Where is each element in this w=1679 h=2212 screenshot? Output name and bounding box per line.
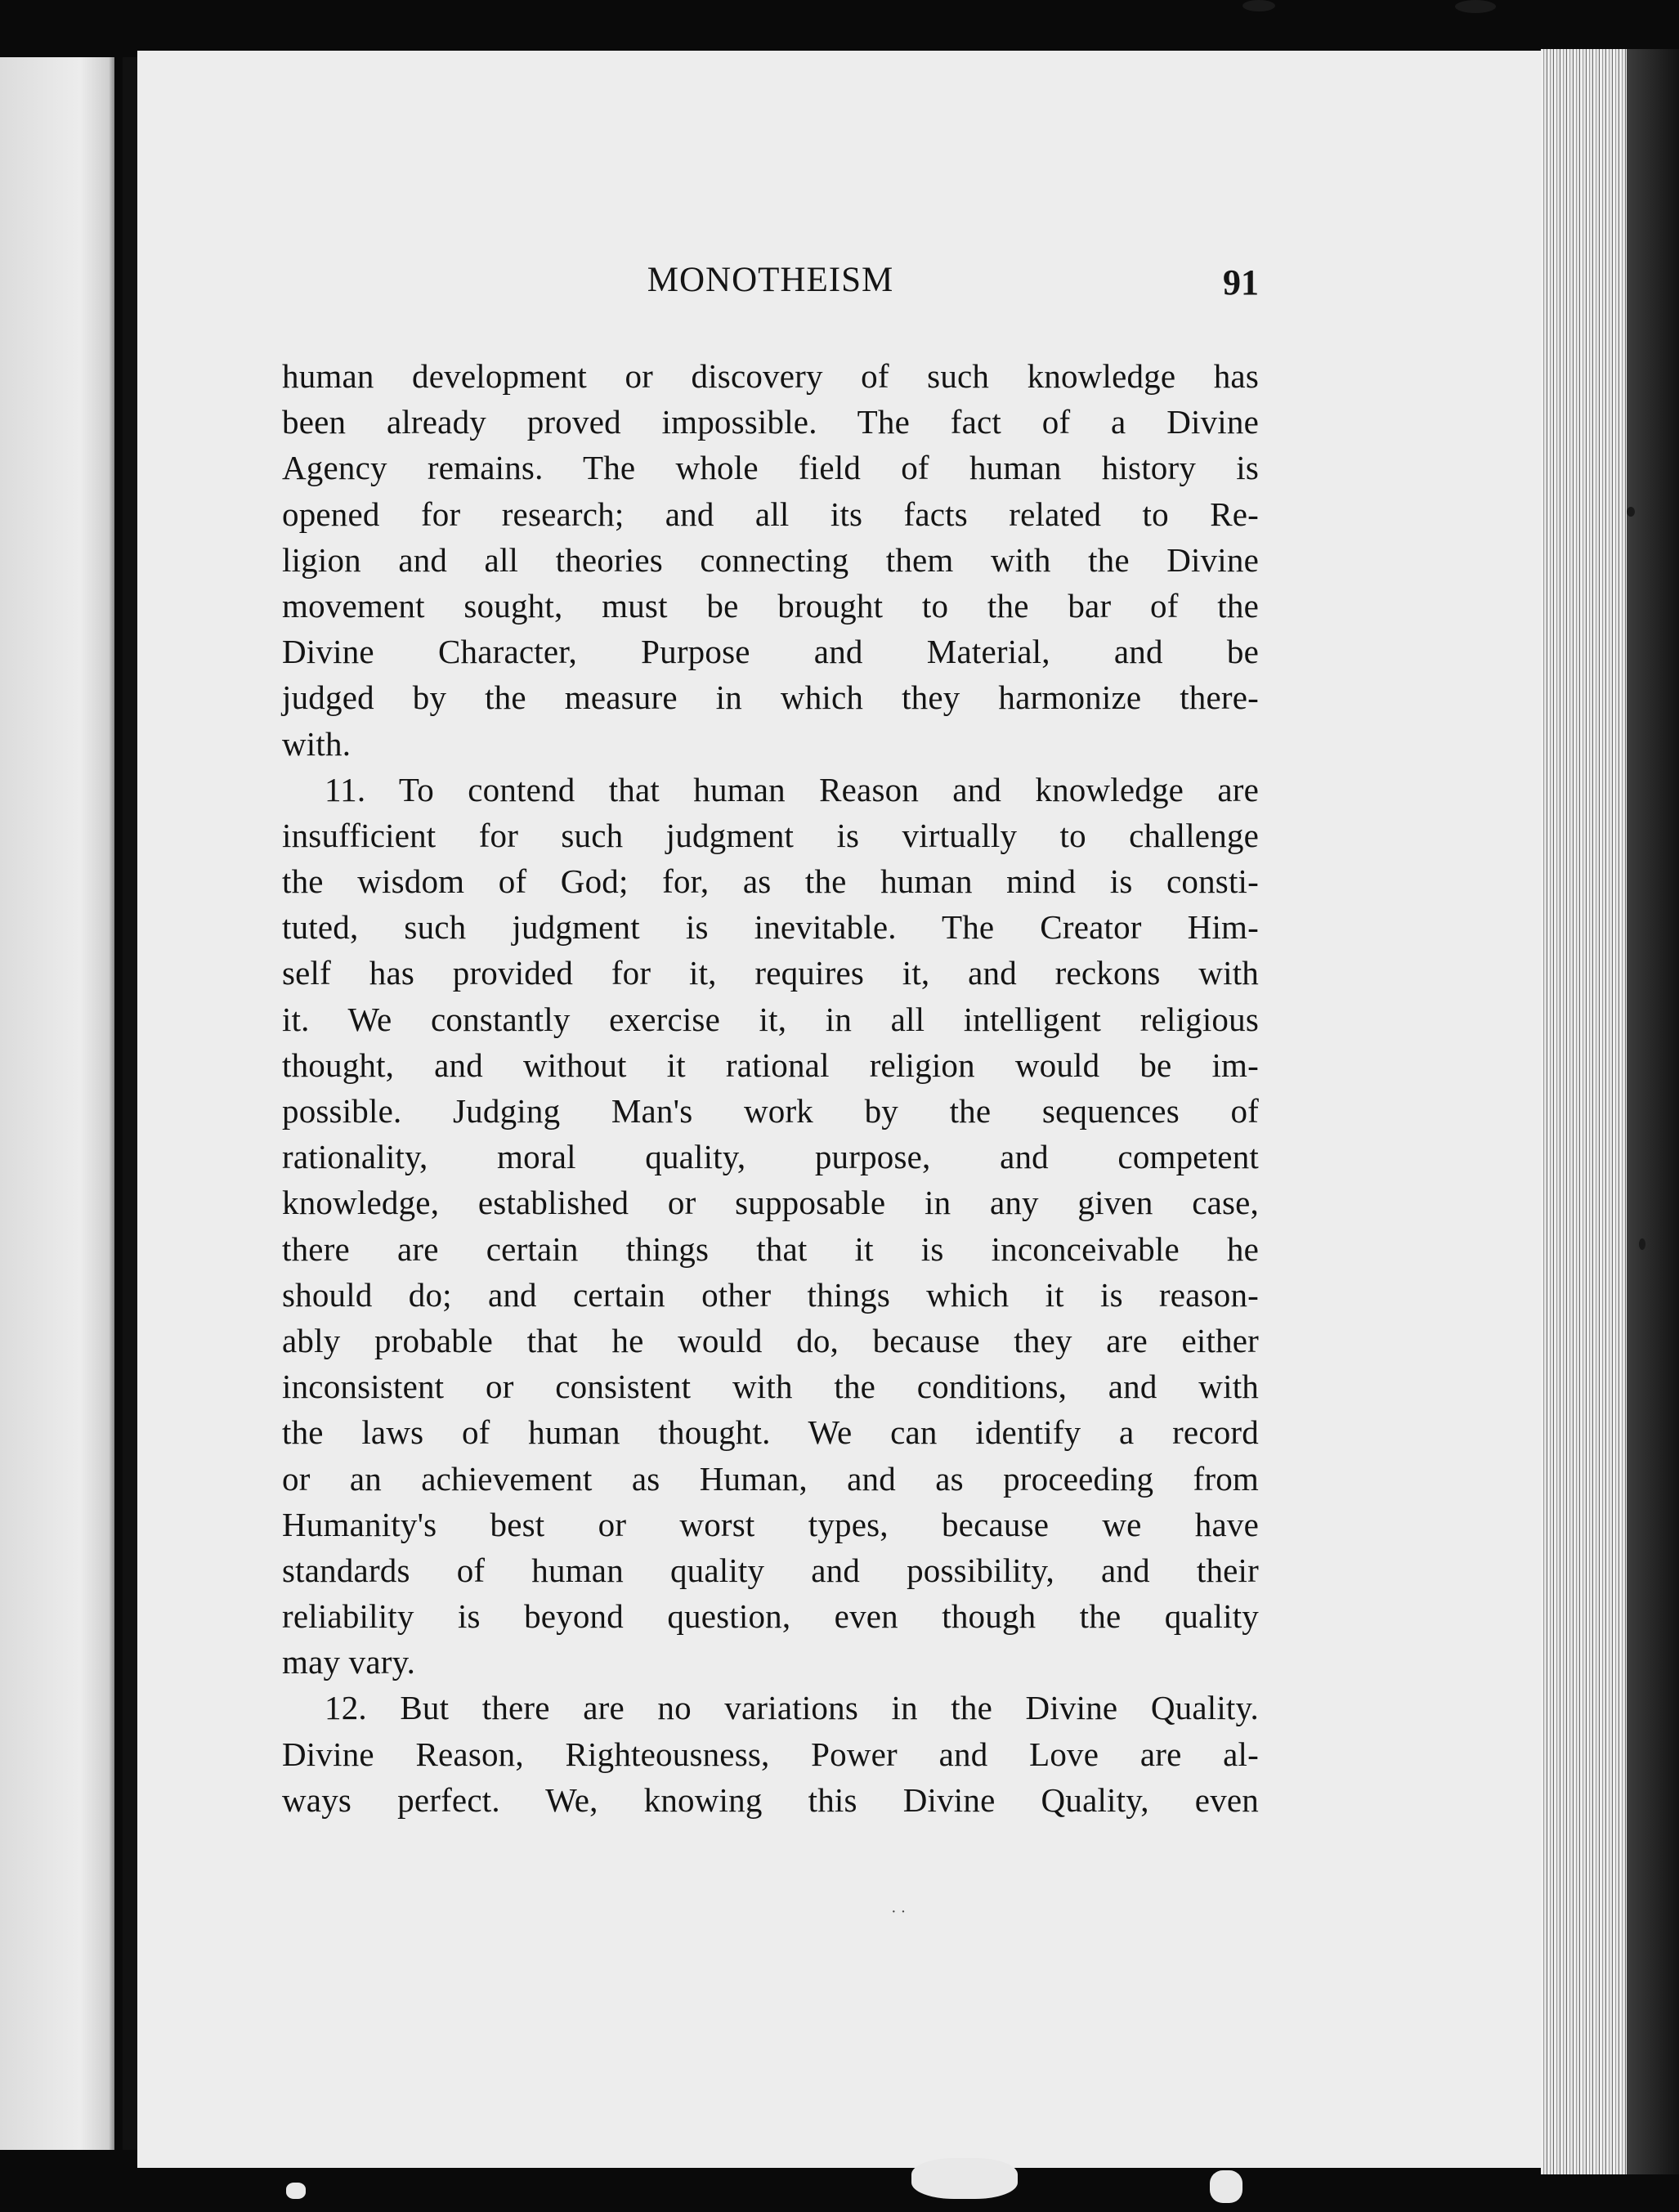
scan-artifact [286,2183,306,2199]
body-text [282,353,1259,1823]
text-line: Humanity's best or worst types, because we have [282,1505,1259,1543]
text-line: been already proved impossible. The fact of a Divine [282,403,1259,441]
page-bottom-marks: · · [891,1903,907,1921]
text-line: judged by the measure in which they harmonize there- [282,678,1259,717]
text-line: ligion and all theories connecting them with the Divine [282,540,1259,579]
text-line: may vary. [282,1643,416,1681]
running-header [282,260,1259,317]
text-line: rationality, moral quality, purpose, and competent [282,1138,1259,1176]
book-cover-edge [1627,49,1679,2174]
scan-artifact [1210,2170,1242,2203]
text-line: 11. To contend that human Reason and knowledge are [325,770,1259,808]
scan-artifact [911,2158,1018,2199]
page-number: 91 [1223,262,1259,302]
text-line: Divine Character, Purpose and Material, and be [282,633,1259,671]
text-line: the laws of human thought. We can identify a record [282,1413,1259,1452]
text-line: self has provided for it, requires it, and reckons with [282,954,1259,992]
text-line: it. We constantly exercise it, in all intelligent religious [282,1000,1259,1038]
text-line: tuted, such judgment is inevitable. The Creator Him- [282,908,1259,947]
text-line: insufficient for such judgment is virtually to challenge [282,816,1259,854]
facing-page-edge [0,57,114,2150]
text-line: movement sought, must be brought to the bar of the [282,586,1259,625]
text-line: opened for research; and all its facts related to Re- [282,495,1259,533]
paragraph-11 [282,767,1259,1686]
page-title: MONOTHEISM [647,261,894,299]
text-line: should do; and certain other things which it is reason- [282,1275,1259,1314]
text-line: thought, and without it rational religion would be im- [282,1046,1259,1084]
scan-speck [1455,0,1496,13]
text-line: ably probable that he would do, because they are either [282,1321,1259,1359]
text-line: reliability is beyond question, even though the quality [282,1597,1259,1636]
text-line: knowledge, established or supposable in any given case, [282,1184,1259,1222]
text-line: with. [282,724,351,763]
text-line: human development or discovery of such knowledge has [282,357,1259,395]
paragraph-continued [282,353,1259,767]
scan-speck [1242,0,1275,11]
scan-speck [1639,1238,1645,1250]
page-block-edge [1541,49,1631,2174]
text-line: the wisdom of God; for, as the human mind is consti- [282,862,1259,901]
book-gutter [123,57,137,2150]
text-line: Divine Reason, Righteousness, Power and Love are al- [282,1735,1259,1773]
scan-speck [1627,507,1635,517]
text-line: standards of human quality and possibility, and their [282,1551,1259,1589]
text-line: there are certain things that it is inconceivable he [282,1229,1259,1268]
paragraph-12 [282,1685,1259,1823]
text-line: Agency remains. The whole field of human history is [282,449,1259,487]
text-line: 12. But there are no variations in the Divine Quality. [325,1689,1259,1727]
text-line: possible. Judging Man's work by the sequences of [282,1092,1259,1130]
text-line: ways perfect. We, knowing this Divine Quality, even [282,1780,1259,1819]
text-line: inconsistent or consistent with the conditions, and with [282,1368,1259,1406]
text-line: or an achievement as Human, and as proceeding from [282,1459,1259,1498]
